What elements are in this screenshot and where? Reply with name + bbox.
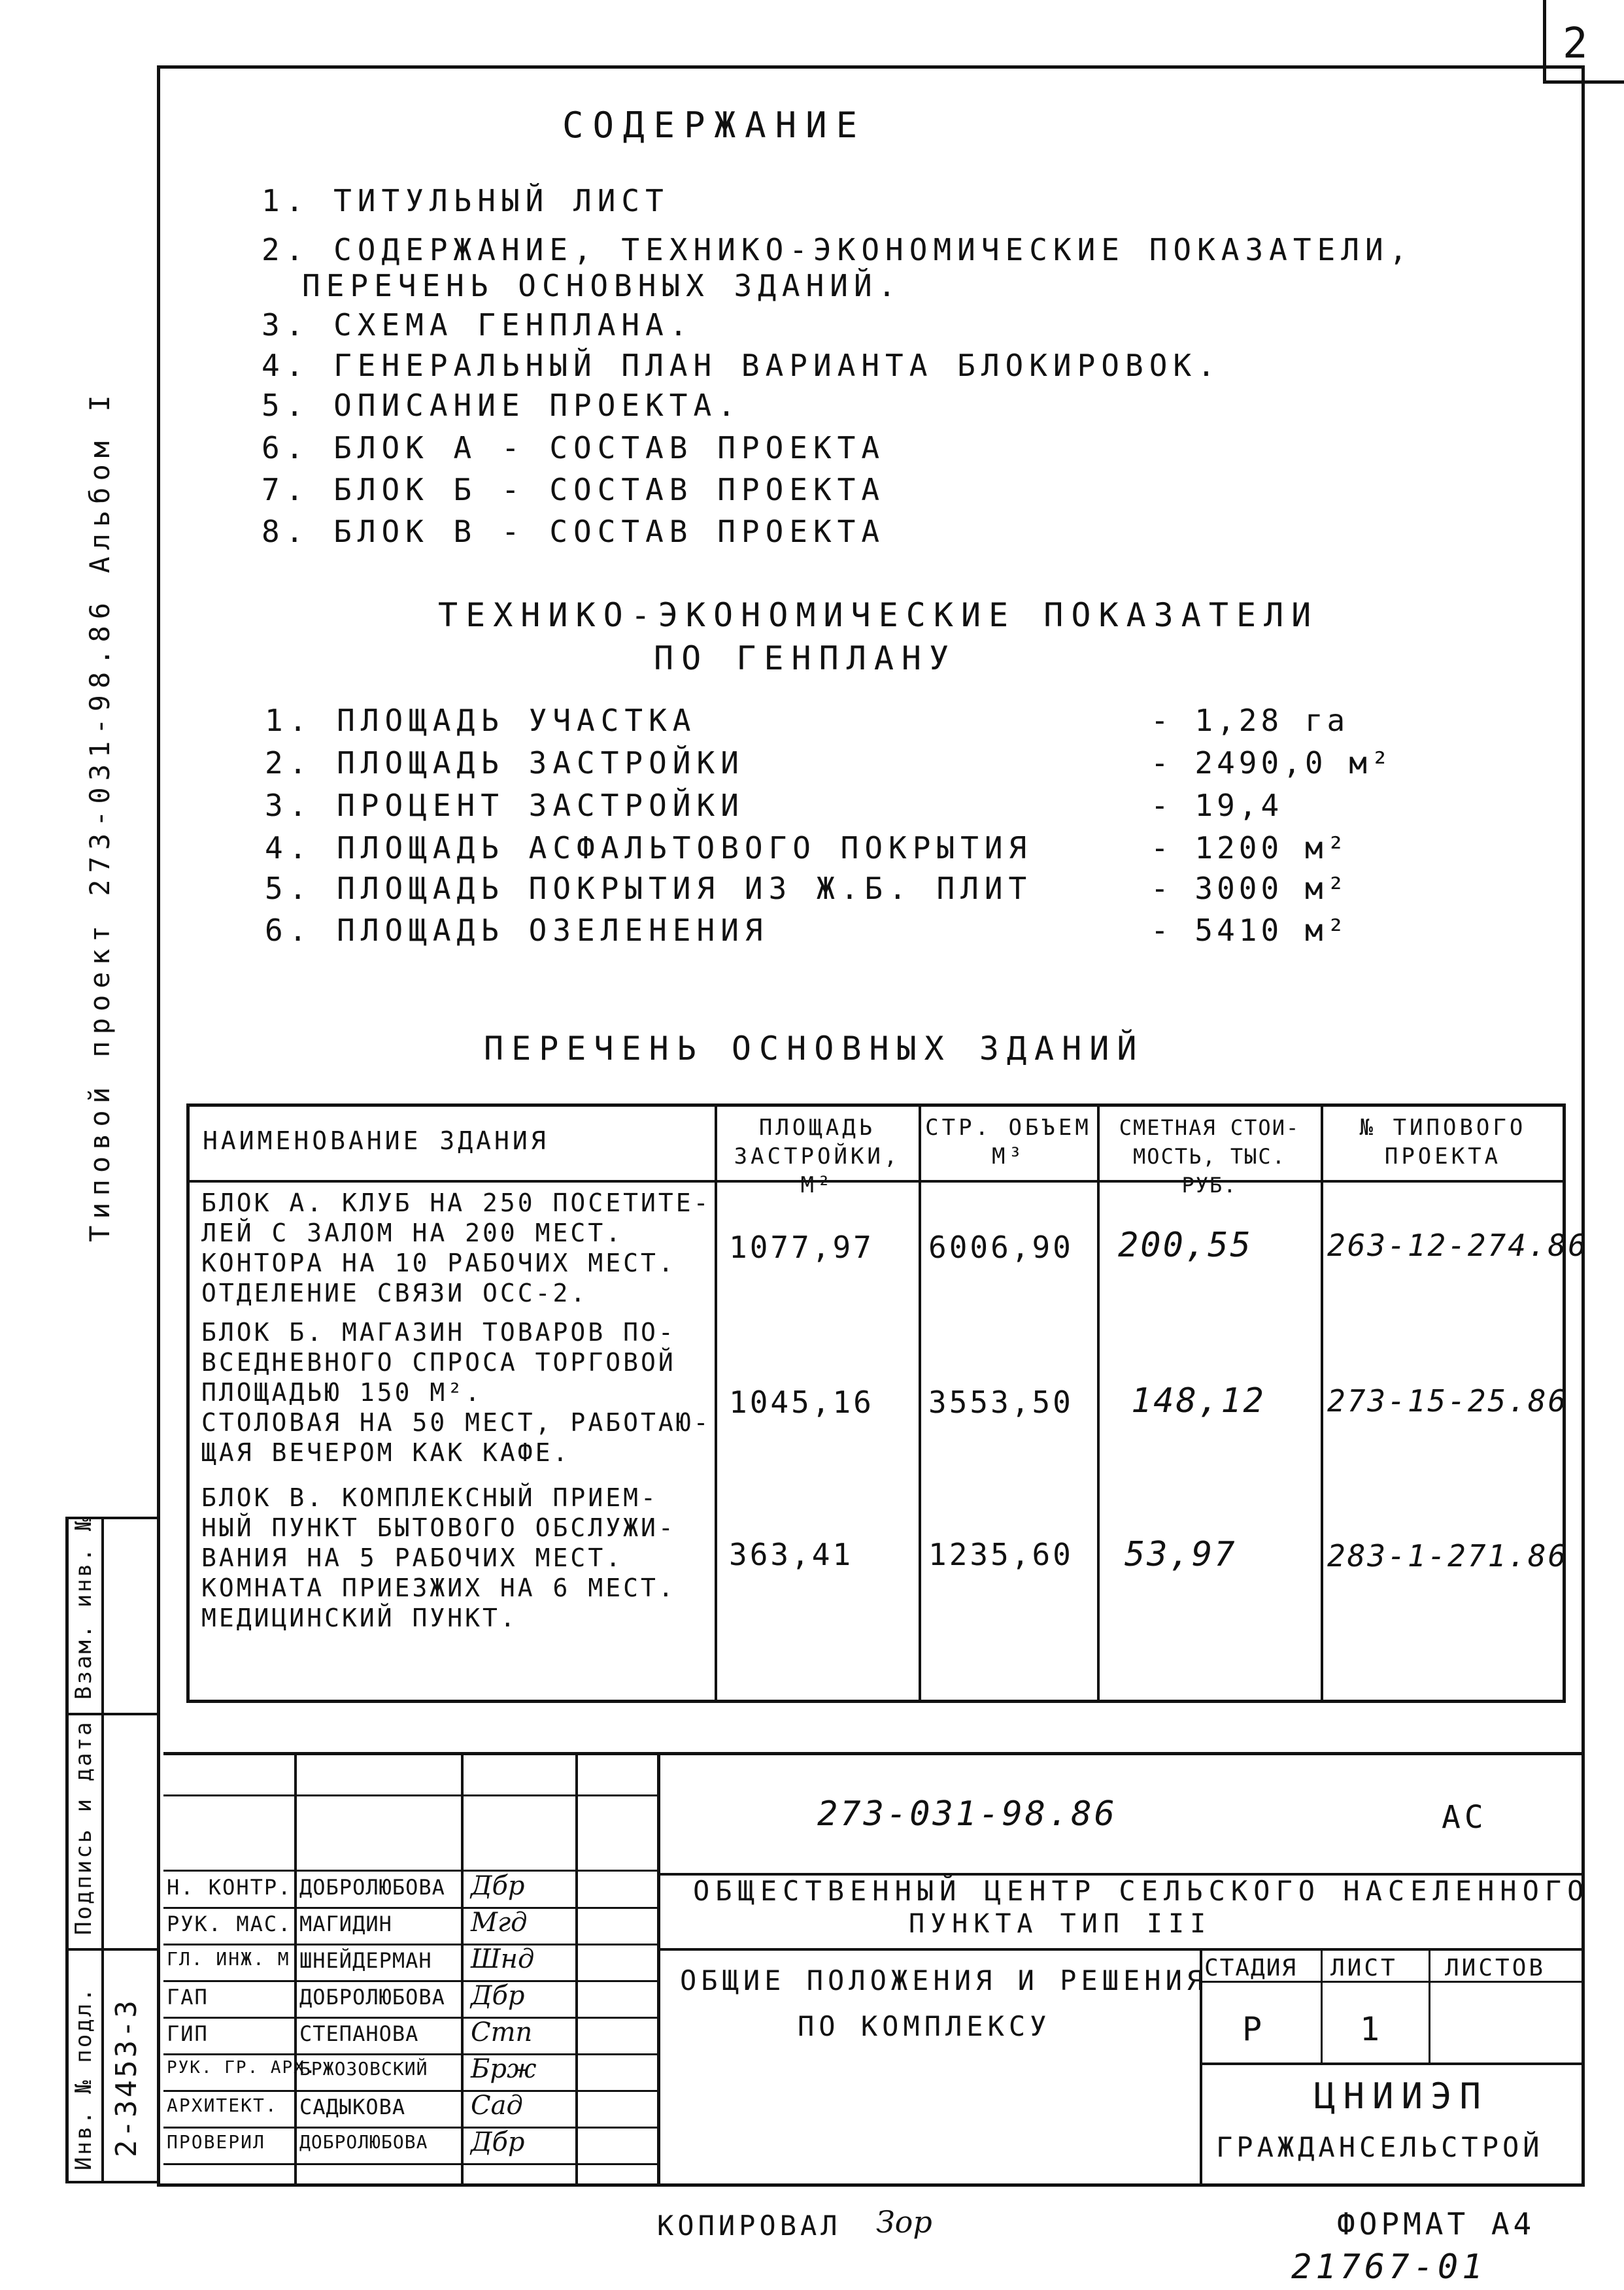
tep-value: - 3000 м² [1151,871,1349,906]
buildings-table [186,1103,1589,1703]
stamp-role: ПРОВЕРИЛ [167,2131,265,2153]
stamp-sheet-title: ОБЩИЕ ПОЛОЖЕНИЯ И РЕШЕНИЯ [680,1964,1208,1996]
col-header-name: НАИМЕНОВАНИЕ ЗДАНИЯ [203,1126,549,1155]
podpis-label: Подпись и дата [71,1720,97,1935]
table-row-name: БЛОК А. КЛУБ НА 250 ПОСЕТИТЕ- ЛЕЙ С ЗАЛОМ НА 200 МЕСТ. КОНТОРА НА 10 РАБОЧИХ МЕСТ. ОТДЕЛЕНИЕ СВЯЗИ ОСС-2. [201,1188,711,1307]
stamp-role: АРХИТЕКТ. [167,2095,278,2116]
stamp-name: МАГИДИН [299,1911,392,1936]
buildings-title: ПЕРЕЧЕНЬ ОСНОВНЫХ ЗДАНИЙ [484,1030,1145,1068]
contents-item: 3. СХЕМА ГЕНПЛАНА. [262,307,694,343]
table-cell-project: 273-15-25.86 [1327,1383,1568,1419]
sheet-number: 2 [1563,20,1588,68]
stamp-signature: Брж [471,2054,537,2084]
col-header-volume: СТР. ОБЪЕМ М³ [925,1115,1092,1170]
stamp-org: ЦНИИЭП [1314,2076,1489,2117]
table-cell-area: 1045,16 [729,1385,874,1420]
stamp-name: ШНЕЙДЕРМАН [299,1948,432,1973]
tep-label: 5. ПЛОЩАДЬ ПОКРЫТИЯ ИЗ Ж.Б. ПЛИТ [265,871,1033,906]
contents-item: 5. ОПИСАНИЕ ПРОЕКТА. [262,388,741,423]
table-cell-project: 283-1-271.86 [1327,1538,1568,1574]
contents-title: СОДЕРЖАНИЕ [562,105,867,146]
table-row-name: БЛОК В. КОМПЛЕКСНЫЙ ПРИЕМ- НЫЙ ПУНКТ БЫТОВОГО ОБСЛУЖИ- ВАНИЯ НА 5 РАБОЧИХ МЕСТ. КОМНАТА ПРИЕЗЖИХ НА 6 МЕСТ. МЕДИЦИНСКИЙ ПУНКТ. [201,1483,676,1632]
stamp-object: ОБЩЕСТВЕННЫЙ ЦЕНТР СЕЛЬСКОГО НАСЕЛЕННОГО [693,1875,1590,1907]
inv-podl-value: 2-3453-3 [110,1998,143,2157]
tep-label: 6. ПЛОЩАДЬ ОЗЕЛЕНЕНИЯ [265,913,769,948]
stamp-role: ГЛ. ИНЖ. М. [167,1948,303,1970]
stamp-name: ДОБРОЛЮБОВА [299,1985,445,2010]
stamp-name: ДОБРОЛЮБОВА [299,1875,445,1900]
contents-item: 6. БЛОК А - СОСТАВ ПРОЕКТА [262,430,886,465]
stamp-object-2: ПУНКТА ТИП III [909,1909,1212,1939]
stamp-signature: Шнд [471,1944,535,1974]
contents-item: 4. ГЕНЕРАЛЬНЫЙ ПЛАН ВАРИАНТА БЛОКИРОВОК. [262,348,1221,383]
stamp-signature: Сад [471,2091,523,2121]
stamp-role: РУК. МАС. [167,1911,292,1936]
table-cell-volume: 1235,60 [928,1537,1074,1572]
stamp-name: САДЫКОВА [299,2095,406,2119]
table-cell-volume: 6006,90 [928,1230,1074,1265]
stamp-signature: Мгд [471,1908,528,1938]
stamp-sheet-label: ЛИСТ [1330,1955,1398,1981]
tep-value: - 1,28 га [1151,703,1349,738]
tep-label: 4. ПЛОЩАДЬ АСФАЛЬТОВОГО ПОКРЫТИЯ [265,830,1033,866]
table-cell-area: 363,41 [729,1537,854,1572]
copier-signature: Зор [876,2204,932,2240]
tep-value: - 1200 м² [1151,830,1349,866]
stamp-sheets-label: ЛИСТОВ [1445,1955,1546,1981]
stamp-signature: Дбр [471,1981,525,2011]
contents-item: 8. БЛОК В - СОСТАВ ПРОЕКТА [262,514,886,549]
contents-item: 7. БЛОК Б - СОСТАВ ПРОЕКТА [262,472,886,507]
stamp-name: БРЖОЗОВСКИЙ [299,2058,428,2080]
stamp-org-2: ГРАЖДАНСЕЛЬСТРОЙ [1216,2131,1544,2163]
format-label: ФОРМАТ А4 [1337,2206,1536,2242]
contents-item: ПЕРЕЧЕНЬ ОСНОВНЫХ ЗДАНИЙ. [302,268,902,303]
tep-label: 2. ПЛОЩАДЬ ЗАСТРОЙКИ [265,745,745,781]
col-header-area: ПЛОЩАДЬ ЗАСТРОЙКИ, М² [734,1115,901,1198]
copied-label: КОПИРОВАЛ [657,2210,841,2242]
table-cell-project: 263-12-274.86 [1327,1228,1589,1263]
stamp-code: 273-031-98.86 [817,1794,1117,1834]
tep-label: 1. ПЛОЩАДЬ УЧАСТКА [265,703,697,738]
vzam-label: Взам. инв. № [71,1515,97,1700]
stamp-stage-label: СТАДИЯ [1204,1955,1298,1981]
table-cell-cost: 53,97 [1125,1535,1237,1574]
table-cell-cost: 148,12 [1131,1381,1266,1421]
table-cell-area: 1077,97 [729,1230,874,1265]
stamp-name: ДОБРОЛЮБОВА [299,2131,428,2153]
stamp-signature: Дбр [471,2127,525,2157]
stamp-role: Н. КОНТР. [167,1875,292,1900]
stamp-stage: Р [1242,2010,1262,2048]
col-header-cost: СМЕТНАЯ СТОИ- МОСТЬ, ТЫС. РУБ. [1119,1115,1300,1198]
tep-label: 3. ПРОЦЕНТ ЗАСТРОЙКИ [265,788,745,823]
album-label: Типовой проект 273-031-98.86 Альбом I [84,388,116,1242]
stamp-mark: АС [1442,1799,1487,1836]
stamp-sheet-title-2: ПО КОМПЛЕКСУ [798,2010,1051,2042]
tep-subtitle: ПО ГЕНПЛАНУ [654,639,957,677]
stamp-signature: Стп [471,2017,533,2047]
inv-podl-label: Инв. № подл. [71,1986,97,2170]
stamp-role: ГАП [167,1985,209,2010]
stamp-sheet: 1 [1360,2010,1380,2048]
table-row-name: БЛОК Б. МАГАЗИН ТОВАРОВ ПО- ВСЕДНЕВНОГО СПРОСА ТОРГОВОЙ ПЛОЩАДЬЮ 150 М². СТОЛОВАЯ НА 50 МЕСТ, РАБОТАЮ- ЩАЯ ВЕЧЕРОМ КАК КАФЕ. [201,1318,711,1467]
stamp-role: РУК. ГР. АРХ. [167,2058,317,2078]
contents-item: 2. СОДЕРЖАНИЕ, ТЕХНИКО-ЭКОНОМИЧЕСКИЕ ПОКАЗАТЕЛИ, [262,232,1413,267]
table-cell-volume: 3553,50 [928,1385,1074,1420]
contents-item: 1. ТИТУЛЬНЫЙ ЛИСТ [262,183,669,218]
col-header-project: № ТИПОВОГО ПРОЕКТА [1359,1115,1527,1170]
tep-value: - 2490,0 м² [1151,745,1393,781]
tep-value: - 19,4 [1151,788,1283,823]
stamp-signature: Дбр [471,1871,525,1901]
table-cell-cost: 200,55 [1118,1226,1253,1265]
stamp-name: СТЕПАНОВА [299,2021,419,2046]
archive-number: 21767-01 [1291,2248,1487,2287]
tep-title: ТЕХНИКО-ЭКОНОМИЧЕСКИЕ ПОКАЗАТЕЛИ [438,596,1319,634]
tep-value: - 5410 м² [1151,913,1349,948]
stamp-role: ГИП [167,2021,209,2046]
